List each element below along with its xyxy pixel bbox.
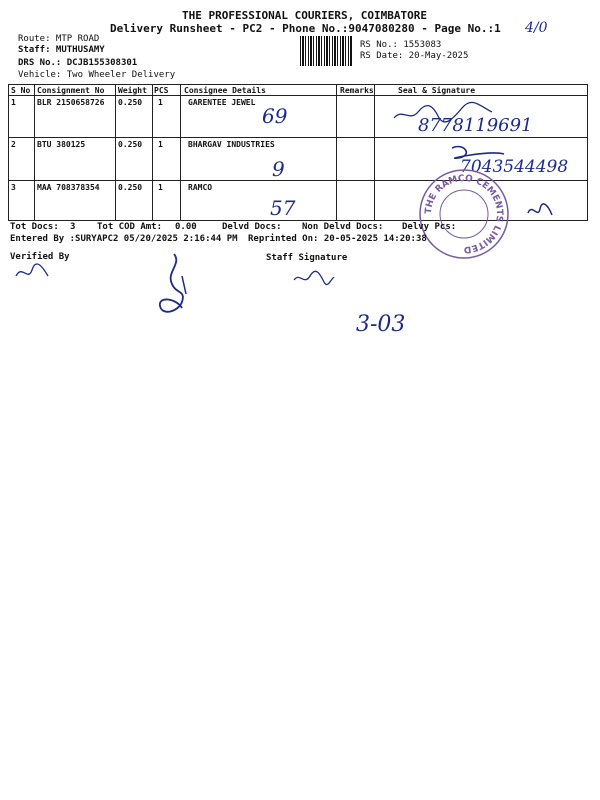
cod-amount-label: Tot COD Amt: [97, 222, 163, 232]
table-row-1-sno: 1 [11, 98, 16, 107]
vehicle-field: Vehicle: Two Wheeler Delivery [18, 70, 176, 80]
company-stamp [418, 168, 510, 260]
table-row-2-pcs: 1 [158, 140, 163, 149]
total-docs-label: Tot Docs: [10, 222, 59, 232]
staff-signature-label: Staff Signature [266, 253, 348, 263]
reprinted-on: Reprinted On: 20-05-2025 14:20:38 [248, 234, 427, 244]
rs-date-field: RS Date: 20-May-2025 [360, 51, 469, 61]
verified-by-signature [14, 262, 50, 284]
row1-handwritten-note: 69 [262, 104, 288, 128]
table-row-1-pcs: 1 [158, 98, 163, 107]
barcode [300, 36, 352, 66]
runsheet-title: Delivery Runsheet - PC2 - Phone No.:9047080280 - Page No.:1 [110, 22, 501, 35]
non-delivered-docs-label: Non Delvd Docs: [302, 222, 384, 232]
table-row-3-consignee: RAMCO [188, 183, 213, 192]
staff-signature [292, 268, 336, 288]
entered-by: Entered By :SURYAPC2 05/20/2025 2:16:44 PM [10, 234, 238, 244]
cod-amount-value: 0.00 [175, 222, 197, 232]
col-header-pcs: PCS [154, 86, 169, 95]
stamp-text: THE RAMCO CEMENTS LIMITED [423, 173, 505, 255]
table-row-2-sno: 2 [11, 140, 16, 149]
table-row-3-sno: 3 [11, 183, 16, 192]
drs-number-field: DRS No.: DCJB155308301 [18, 58, 138, 68]
delivered-docs-label: Delvd Docs: [222, 222, 282, 232]
row3-signature [526, 203, 554, 219]
table-row-3-pcs: 1 [158, 183, 163, 192]
table-row-2-weight: 0.250 [118, 140, 143, 149]
row2-handwritten-phone: 7043544498 [460, 157, 569, 177]
verified-by-label: Verified By [10, 252, 70, 262]
svg-text:THE RAMCO CEMENTS LIMITED [424, 174, 504, 254]
delivered-pcs-label: Delvy Pcs: [402, 222, 457, 232]
company-title: THE PROFESSIONAL COURIERS, COIMBATORE [182, 9, 428, 22]
staff-field: Staff: MUTHUSAMY [18, 45, 105, 55]
table-row-2-consignee: BHARGAV INDUSTRIES [188, 140, 275, 149]
col-header-seal-signature: Seal & Signature [398, 86, 476, 95]
col-header-remarks: Remarks [340, 86, 374, 95]
row1-handwritten-phone: 8778119691 [418, 115, 533, 136]
row3-handwritten-note: 57 [270, 196, 296, 220]
col-header-weight: Weight [118, 86, 147, 95]
col-header-sno: S No [11, 86, 31, 95]
total-docs-value: 3 [70, 222, 76, 232]
table-row-3-weight: 0.250 [118, 183, 143, 192]
route-field: Route: MTP ROAD [18, 34, 100, 44]
table-row-1-consignment: BLR 2150658726 [37, 98, 105, 107]
supervisor-signature [152, 250, 196, 322]
table-row-1-weight: 0.250 [118, 98, 143, 107]
table-row-1-consignee: GARENTEE JEWEL [188, 98, 256, 107]
rs-number-field: RS No.: 1553083 [360, 40, 442, 50]
page-mark-handwriting: 4/0 [525, 20, 548, 36]
table-row-3-consignment: MAA 708378354 [37, 183, 100, 192]
row2-handwritten-note: 9 [272, 157, 285, 181]
table-row-2-consignment: BTU 380125 [37, 140, 86, 149]
bottom-handwritten-note: 3-03 [356, 312, 406, 337]
col-header-consignment: Consignment No [37, 86, 105, 95]
col-header-consignee: Consignee Details [184, 86, 266, 95]
